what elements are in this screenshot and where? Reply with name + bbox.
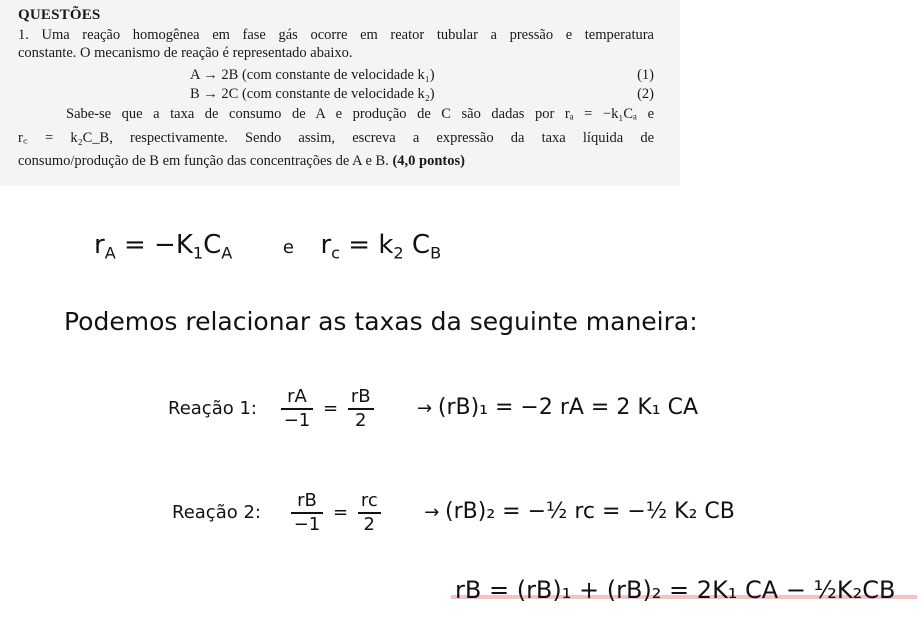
reaction-1-derivation: Reação 1: $\frac{rA}{-1}$ = $\frac{rB}{2}$ → (rB)₁ = −2 rA = 2 K₁ CA [168, 386, 698, 431]
given-rates: $r_A = -K_1C_A$ e $r_c = k_2$ $C_B$ [94, 230, 442, 263]
fraction-rc-over-2: $\frac{rc}{2}$ [358, 490, 381, 536]
reaction-1-label: Reação 1: [168, 398, 257, 419]
reaction-1 [190, 66, 654, 84]
arrow-icon: → [417, 398, 433, 419]
question-intro-line-1: 1. Uma reação homogênea em fase gás ocorre em reator tubular a pressão e temperatura [18, 27, 654, 43]
reaction-2-number: (2) [637, 86, 654, 102]
reaction-2-result: (rB)₂ = −½ rc = −½ K₂ CB [445, 499, 735, 524]
reaction-2-note: (com constante de velocidade k₂) [238, 86, 435, 102]
final-expression [451, 576, 917, 604]
reaction-1-note: (com constante de velocidade k₁) [238, 67, 435, 83]
fraction-rb-over-minus1: $\frac{rB}{-1}$ [291, 490, 324, 536]
reaction-2 [190, 85, 654, 103]
points-label: (4,0 pontos) [392, 153, 465, 169]
reaction-2-derivation: Reação 2: $\frac{rB}{-1}$ = $\frac{rc}{2}$ → (rB)₂ = −½ rc = −½ K₂ CB [172, 490, 735, 535]
connector-and: e [282, 237, 294, 258]
reaction-2-label: Reação 2: [172, 502, 261, 523]
question-body-line-3 [18, 152, 654, 170]
reaction-1-number: (1) [637, 67, 654, 83]
fraction-rb-over-2: $\frac{rB}{2}$ [348, 386, 374, 432]
question-intro-line-2: constante. O mecanismo de reação é representado abaixo. [18, 45, 353, 61]
question-body-line-2: r꜀ = k₂C_B, respectivamente. Sendo assim, escreva a expressão da taxa líquida de [18, 130, 654, 146]
arrow-icon: → [424, 502, 440, 523]
question-body-text: consumo/produção de B em função das concentrações de A e B. [18, 153, 389, 169]
relation-sentence: Podemos relacionar as taxas da seguinte maneira: [64, 307, 698, 336]
reaction-2-equation: B → 2C [190, 86, 239, 102]
reaction-1-result: (rB)₁ = −2 rA = 2 K₁ CA [437, 395, 698, 420]
reaction-1-equation: A → 2B [190, 67, 239, 83]
final-expression-text: rB = (rB)₁ + (rB)₂ = 2K₁ CA − ½K₂CB [455, 576, 896, 604]
section-header: QUESTÕES [18, 7, 101, 23]
question-scan [0, 0, 680, 186]
question-body-line-1: Sabe-se que a taxa de consumo de A e produção de C são dadas por rₐ = −k₁Cₐ e [66, 106, 654, 122]
fraction-ra-over-minus1: $\frac{rA}{-1}$ [281, 386, 314, 432]
